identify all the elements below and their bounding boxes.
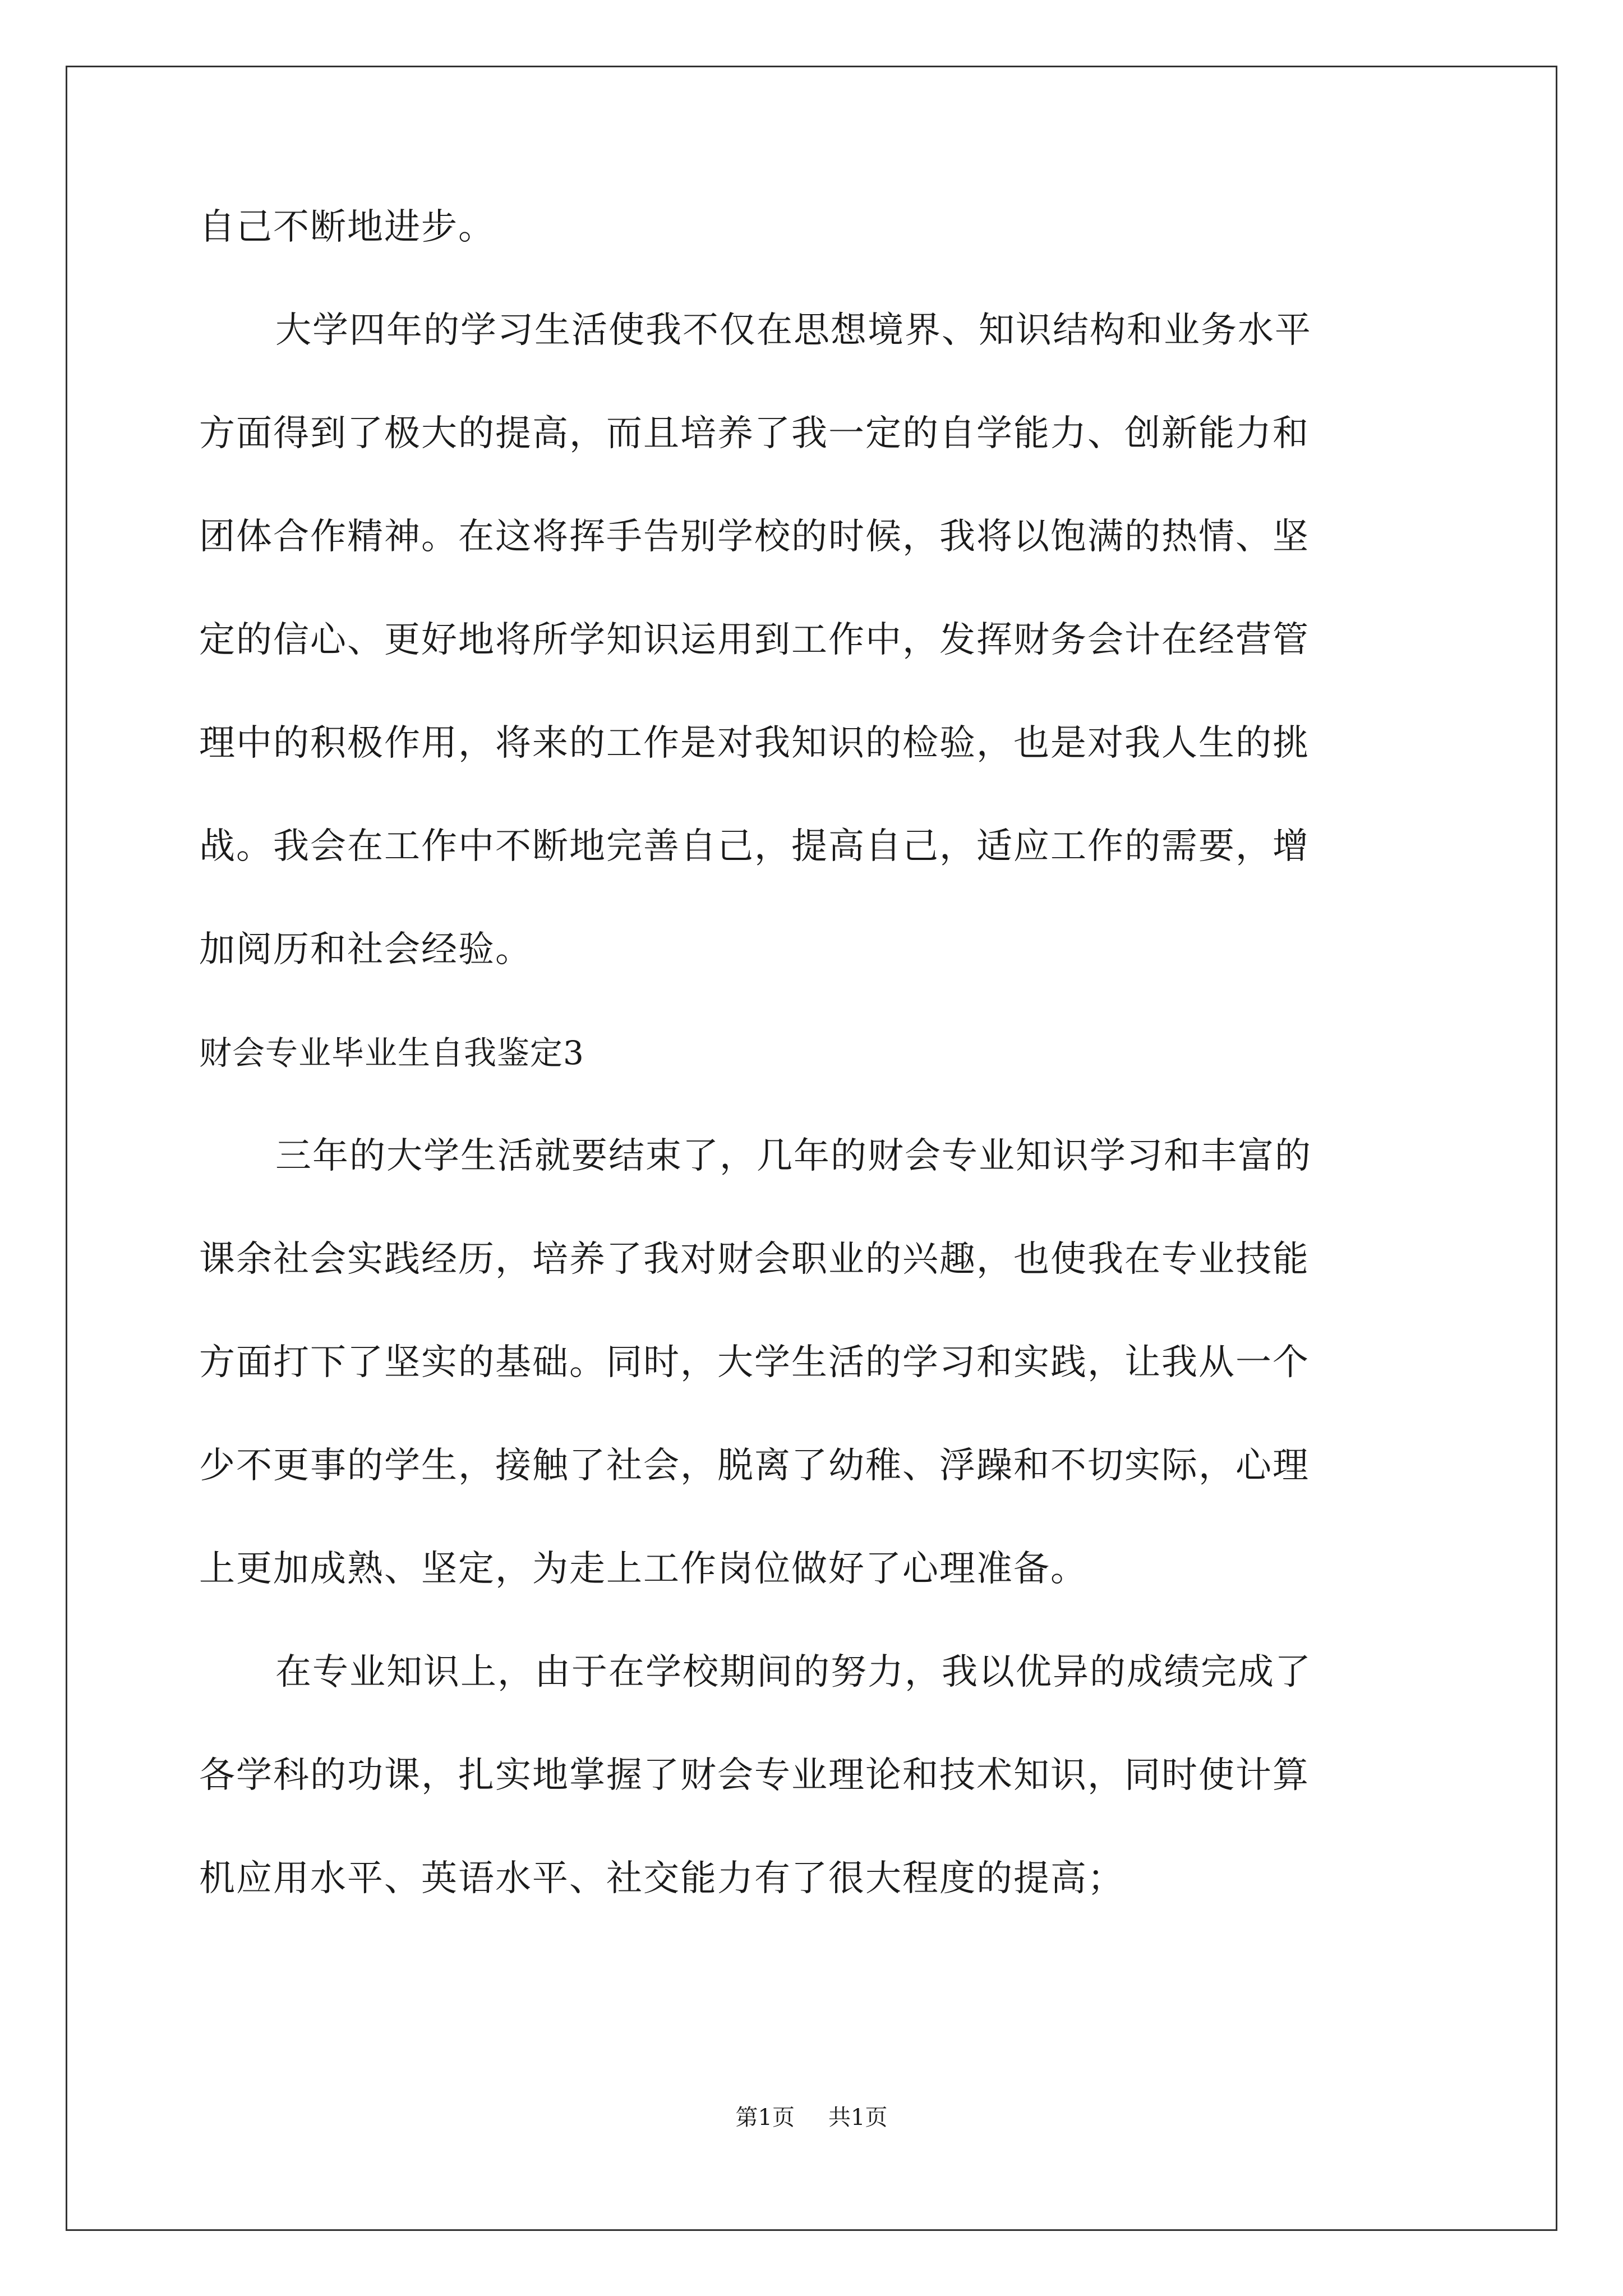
section-heading: 财会专业毕业生自我鉴定3: [199, 1034, 584, 1072]
text-line: 战。我会在工作中不断地完善自己，提高自己，适应工作的需要，增: [199, 826, 1310, 867]
text-line: 理中的积极作用，将来的工作是对我知识的检验，也是对我人生的挑: [199, 723, 1310, 764]
text-line: 各学科的功课，扎实地掌握了财会专业理论和技术知识，同时使计算: [199, 1755, 1310, 1796]
text-line: 团体合作精神。在这将挥手告别学校的时候，我将以饱满的热情、坚: [199, 516, 1310, 558]
text-line: 机应用水平、英语水平、社交能力有了很大程度的提高；: [199, 1858, 1124, 1899]
page-number-current: 第1页: [735, 2105, 795, 2131]
text-line: 定的信心、更好地将所学知识运用到工作中，发挥财务会计在经营管: [199, 619, 1310, 661]
text-line: 少不更事的学生，接触了社会，脱离了幼稚、浮躁和不切实际，心理: [199, 1445, 1310, 1487]
paragraph-start: 在专业知识上，由于在学校期间的努力，我以优异的成绩完成了: [275, 1651, 1312, 1693]
text-line: 课余社会实践经历，培养了我对财会职业的兴趣，也使我在专业技能: [199, 1239, 1310, 1280]
text-line: 上更加成熟、坚定，为走上工作岗位做好了心理准备。: [199, 1548, 1087, 1590]
page-footer: [0, 2101, 1623, 2134]
paragraph-start: 大学四年的学习生活使我不仅在思想境界、知识结构和业务水平: [275, 310, 1312, 351]
text-line: 自己不断地进步。: [199, 206, 495, 248]
document-body: [199, 191, 1438, 1945]
paragraph-start: 三年的大学生活就要结束了，几年的财会专业知识学习和丰富的: [275, 1135, 1312, 1177]
text-line: 加阅历和社会经验。: [199, 929, 532, 970]
page-number-total: 共1页: [828, 2105, 888, 2131]
text-line: 方面打下了坚实的基础。同时，大学生活的学习和实践，让我从一个: [199, 1342, 1310, 1383]
text-line: 方面得到了极大的提高，而且培养了我一定的自学能力、创新能力和: [199, 413, 1310, 454]
